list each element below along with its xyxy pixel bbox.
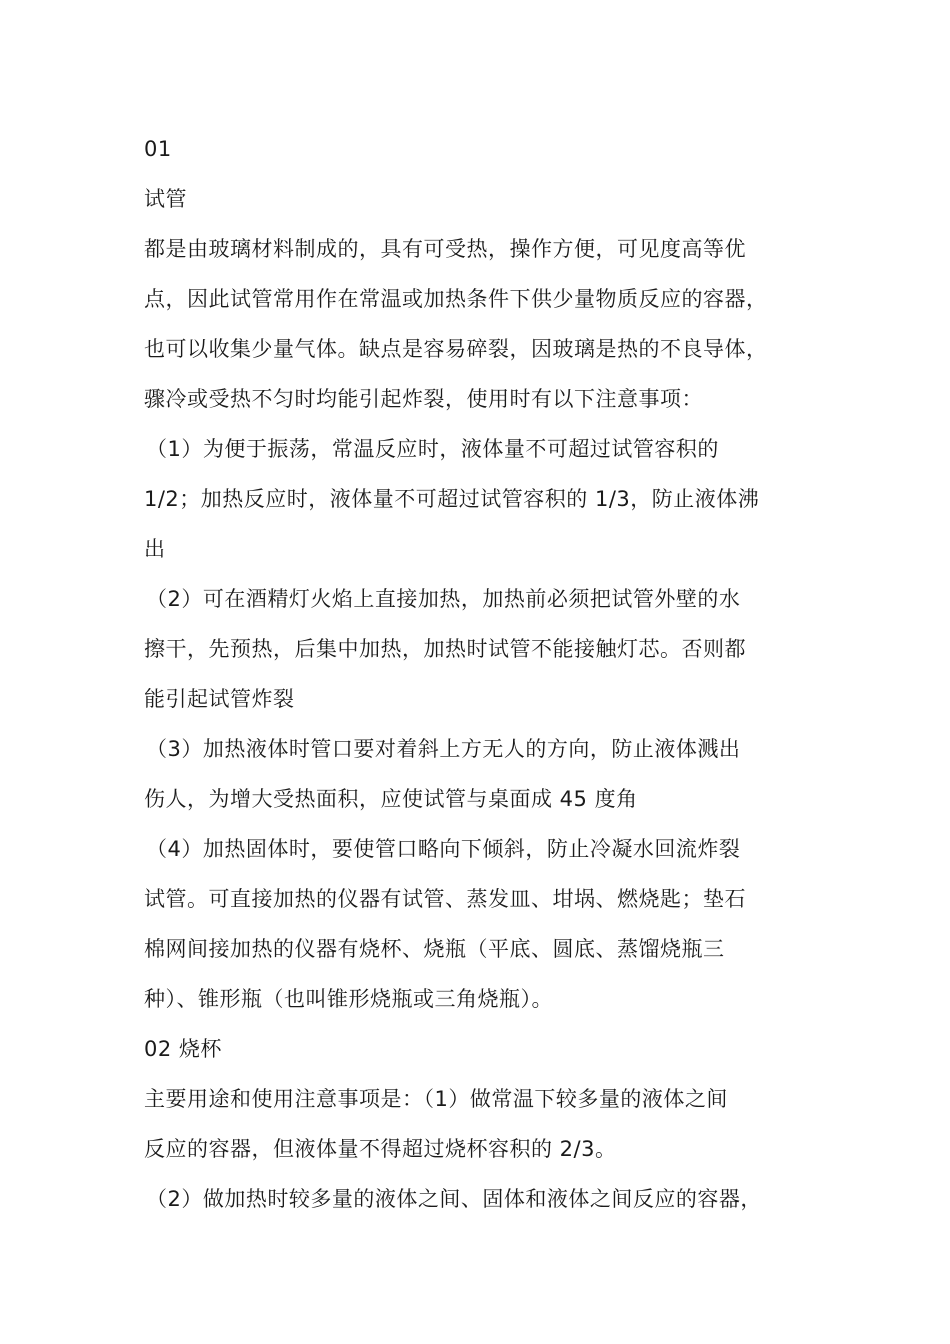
note-item-beaker-2: （2）做加热时较多量的液体之间、固体和液体之间反应的容器，: [146, 1187, 762, 1211]
section-heading-beaker: 02 烧杯: [144, 1037, 222, 1061]
paragraph-line: 伤人，为增大受热面积，应使试管与桌面成 45 度角: [144, 787, 638, 811]
paragraph-line: 擦干，先预热，后集中加热，加热时试管不能接触灯芯。否则都: [144, 637, 746, 661]
paragraph-line: 种）、锥形瓶（也叫锥形烧瓶或三角烧瓶）。: [144, 987, 553, 1011]
note-item-1: （1）为便于振荡，常温反应时，液体量不可超过试管容积的: [146, 437, 719, 461]
paragraph-line: 反应的容器，但液体量不得超过烧杯容积的 2/3。: [144, 1137, 617, 1161]
paragraph-line: 点，因此试管常用作在常温或加热条件下供少量物质反应的容器，: [144, 287, 768, 311]
paragraph-line: 主要用途和使用注意事项是：（1）做常温下较多量的液体之间: [144, 1087, 728, 1111]
note-item-2: （2）可在酒精灯火焰上直接加热，加热前必须把试管外壁的水: [146, 587, 741, 611]
section-number-01: 01: [144, 137, 172, 161]
paragraph-line: 1/2；加热反应时，液体量不可超过试管容积的 1/3，防止液体沸: [144, 487, 760, 511]
paragraph-line: 能引起试管炸裂: [144, 687, 295, 711]
paragraph-line: 出: [144, 537, 166, 561]
paragraph-line: 都是由玻璃材料制成的，具有可受热，操作方便，可见度高等优: [144, 237, 746, 261]
section-heading-test-tube: 试管: [144, 187, 187, 211]
paragraph-line: 骤冷或受热不匀时均能引起炸裂，使用时有以下注意事项：: [144, 387, 703, 411]
paragraph-line: 也可以收集少量气体。缺点是容易碎裂，因玻璃是热的不良导体，: [144, 337, 768, 361]
note-item-3: （3）加热液体时管口要对着斜上方无人的方向，防止液体溅出: [146, 737, 741, 761]
note-item-4: （4）加热固体时，要使管口略向下倾斜，防止冷凝水回流炸裂: [146, 837, 741, 861]
paragraph-line: 试管。可直接加热的仪器有试管、蒸发皿、坩埚、燃烧匙；垫石: [144, 887, 746, 911]
paragraph-line: 棉网间接加热的仪器有烧杯、烧瓶（平底、圆底、蒸馏烧瓶三: [144, 937, 725, 961]
